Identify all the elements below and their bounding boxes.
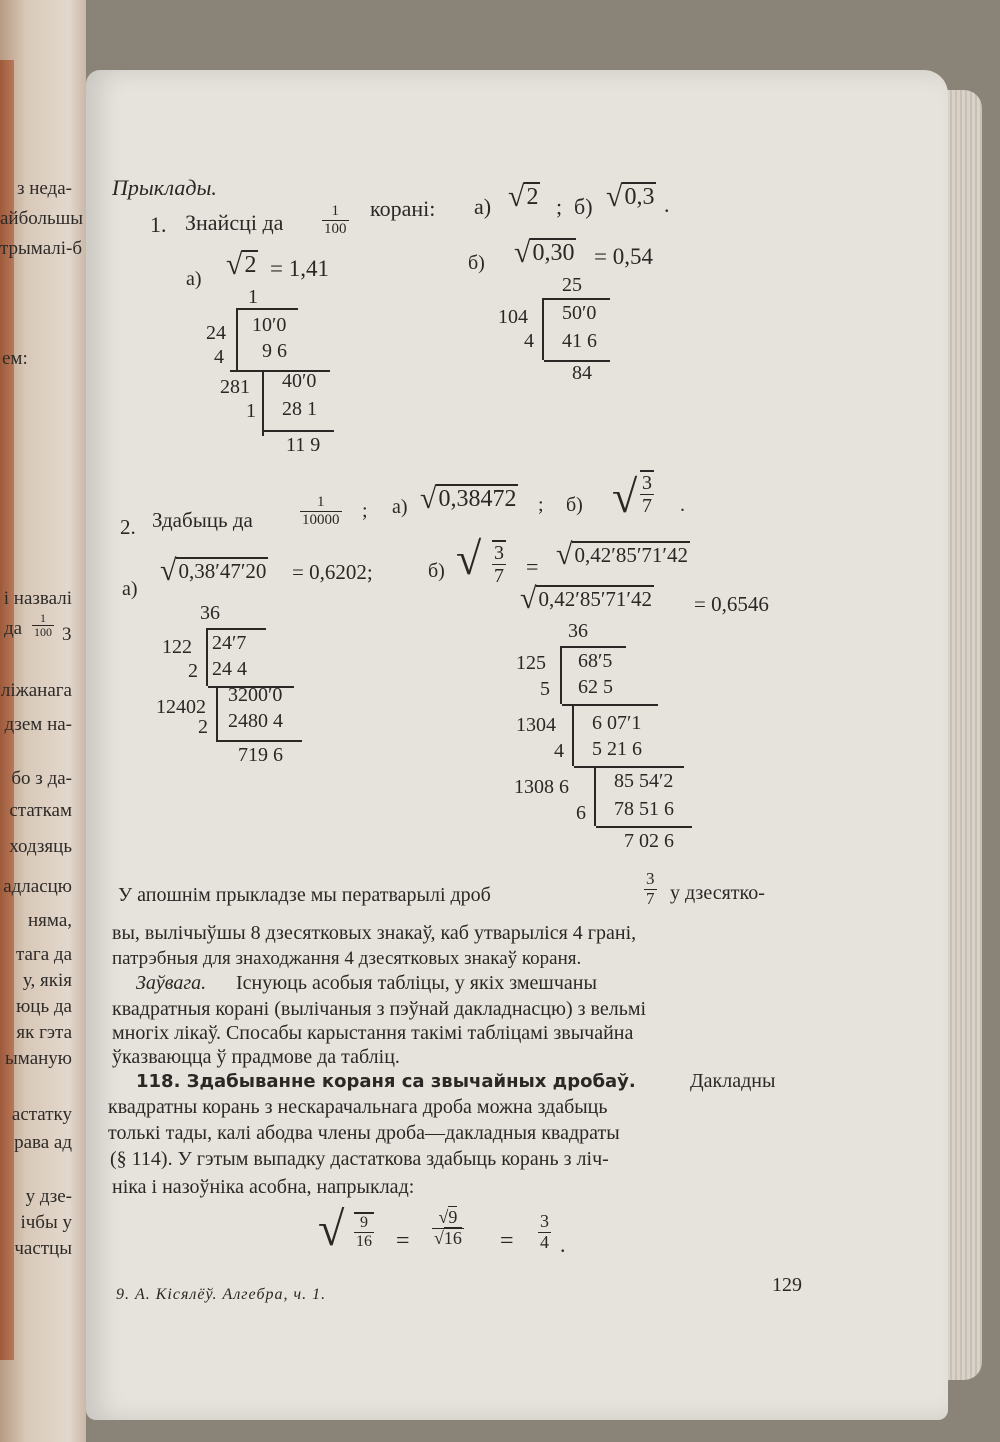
work-1b-remainder: 84 <box>572 362 592 384</box>
work-2b-remainder: 62 5 <box>578 676 613 698</box>
work-1a-remainder: 9 6 <box>262 340 287 362</box>
left-line: ем: <box>2 348 28 369</box>
example-1-fraction: $\frac{1}{100}$ <box>324 203 347 237</box>
work-1b-remainder: 41 6 <box>562 330 597 352</box>
paragraph-line: вы, вылічыўшы 8 дзесятковых знакаў, каб утварыліся 4 грані, <box>112 922 637 944</box>
left-line: няма, <box>28 910 72 931</box>
section-line: ніка і назоўніка асобна, напрыклад: <box>112 1176 415 1198</box>
radical-sign: √ <box>456 533 482 584</box>
division-bar <box>216 688 218 742</box>
work-1a-divisor: 281 <box>220 376 250 398</box>
page-number: 129 <box>772 1274 802 1296</box>
left-line: у дзе- <box>25 1186 72 1207</box>
work-2a-remainder: 3200′0 <box>228 684 283 706</box>
left-line: трымалі-б <box>0 238 83 259</box>
period: . <box>664 192 670 217</box>
left-line: у, якія <box>22 970 72 991</box>
work-1a-label: а) <box>186 268 202 290</box>
section-line: (§ 114). У гэтым выпадку дастаткова здабыць корань з ліч- <box>110 1148 609 1170</box>
work-1b-remainder: 50′0 <box>562 302 597 324</box>
separator: ; <box>362 500 368 522</box>
work-2a-top: 36 <box>200 602 220 624</box>
examples-heading: Прыклады. <box>112 175 217 200</box>
work-2a-divisor: 2 <box>198 716 208 738</box>
work-2b-divisor: 1304 <box>516 714 556 736</box>
left-line: з неда- <box>16 178 72 199</box>
left-page-fragment <box>0 0 86 1442</box>
left-line: да <box>4 618 23 639</box>
paragraph-line: патрэбныя для знаходжання 4 дзесятковых знакаў кораня. <box>112 948 582 969</box>
work-1b-top: 25 <box>562 274 582 296</box>
radical-sign: √ <box>612 471 638 522</box>
work-1a-divisor: 1 <box>246 400 256 422</box>
work-2b-remainder: 6 07′1 <box>592 712 642 734</box>
division-bar <box>218 740 302 742</box>
left-line: статкам <box>9 800 72 821</box>
division-bar <box>264 430 334 432</box>
division-bar <box>562 646 626 648</box>
equals-sign: = <box>396 1228 410 1254</box>
work-2b-remainder: 68′5 <box>578 650 613 672</box>
left-line: частцы <box>14 1238 72 1259</box>
division-bar <box>238 308 298 310</box>
example-1-b-label: б) <box>574 194 593 219</box>
section-title: 118. Здабыванне кораня са звычайных дробаў. <box>136 1071 636 1092</box>
example-1-a-radical: √2 <box>508 180 539 213</box>
division-bar <box>560 646 562 704</box>
work-2b-divisor: 125 <box>516 652 546 674</box>
work-2b-divisor: 5 <box>540 678 550 700</box>
example-2-b-label: б) <box>566 494 583 516</box>
division-bar <box>574 766 684 768</box>
division-bar <box>596 826 692 828</box>
work-2a-radical: √0,38′47′20 <box>160 554 267 587</box>
section-line: Дакладны <box>690 1070 776 1092</box>
work-2b-remainder: 78 51 6 <box>614 798 674 820</box>
division-bar <box>262 372 264 436</box>
work-2a-result: = 0,6202; <box>292 560 373 584</box>
work-2a-divisor: 122 <box>162 636 192 658</box>
work-1a-divisor: 4 <box>214 346 224 368</box>
left-line: ыманую <box>5 1048 72 1069</box>
work-1a-result: = 1,41 <box>270 256 329 281</box>
left-line: адласцю <box>3 876 72 897</box>
left-line: 3 <box>62 624 72 645</box>
work-2b-radical: √0,42′85′71′42 <box>556 538 688 571</box>
left-line: тага да <box>15 944 72 965</box>
left-line: рава ад <box>14 1132 72 1153</box>
example-1-text: Знайсці да <box>185 210 284 235</box>
division-bar <box>544 298 610 300</box>
work-1b-divisor: 104 <box>498 306 528 328</box>
formula-fraction-3: $\frac{3}{4}$ <box>540 1211 549 1252</box>
left-line: астатку <box>11 1104 72 1125</box>
period: . <box>560 1232 566 1257</box>
example-1-text2: корані: <box>370 196 436 221</box>
division-bar <box>594 768 596 826</box>
work-1a-remainder: 28 1 <box>282 398 317 420</box>
work-2b-remainder: 5 21 6 <box>592 738 642 760</box>
paragraph-line: у дзесятко- <box>670 882 765 904</box>
left-fraction: $\frac{1}{100}$ <box>34 611 52 640</box>
work-2a-remainder: 2480 4 <box>228 710 283 732</box>
work-2a-remainder: 24′7 <box>212 632 247 654</box>
page-edges <box>942 90 982 1380</box>
work-2a-remainder: 24 4 <box>212 658 247 680</box>
example-2-a-radical: √0,38472 <box>420 482 517 515</box>
division-bar <box>542 298 544 360</box>
left-line: ліжанага <box>0 680 72 701</box>
left-line: ічбы у <box>20 1212 72 1233</box>
work-1a-remainder: 10′0 <box>252 314 287 336</box>
equals-sign: = <box>500 1228 514 1254</box>
division-bar <box>236 308 238 370</box>
separator: ; <box>538 494 544 516</box>
note-line: квадратныя корані (вылічаныя з пэўнай дакладнасцю) з вельмі <box>112 998 647 1020</box>
left-line: юць да <box>16 996 72 1017</box>
work-2b-radical: √0,42′85′71′42 <box>520 582 652 615</box>
work-2b-fraction: $\frac{3}{7}$ <box>494 542 504 587</box>
note-label: Заўвага. <box>136 972 207 994</box>
example-1-b-radical: √0,3 <box>606 180 655 213</box>
example-2-text: Здабыць да <box>152 508 253 532</box>
example-2-fraction: $\frac{1}{10000}$ <box>302 494 340 528</box>
note-line: ўказваюцца ў прадмове да табліц. <box>112 1046 400 1068</box>
work-2a-divisor: 2 <box>188 660 198 682</box>
work-1b-divisor: 4 <box>524 330 534 352</box>
work-1a-radical: √2 <box>226 248 257 281</box>
work-2a-divisor: 12402 <box>156 696 206 718</box>
work-2a-label: а) <box>122 578 138 600</box>
formula-fraction-2: $\frac{√9}{√16}$ <box>434 1207 462 1248</box>
example-2-number: 2. <box>120 515 136 539</box>
period: . <box>680 494 685 516</box>
work-1b-radical: √0,30 <box>514 236 575 269</box>
paragraph-line: У апошнім прыкладзе мы ператварылі дроб <box>118 884 491 906</box>
work-2a-remainder: 719 6 <box>238 744 283 766</box>
division-bar <box>572 706 574 766</box>
left-line: як гэта <box>16 1022 72 1043</box>
note-line: Існуюць асобыя табліцы, у якіх змешчаны <box>236 972 597 994</box>
radical-sign: √ <box>318 1203 345 1256</box>
work-1b-label: б) <box>468 252 485 274</box>
division-bar <box>562 704 658 706</box>
footer-signature: 9. А. Кісялёў. Алгебра, ч. 1. <box>116 1286 327 1303</box>
division-bar <box>206 628 208 686</box>
work-2b-remainder: 85 54′2 <box>614 770 674 792</box>
work-1a-top: 1 <box>248 286 258 308</box>
separator: ; <box>556 194 563 219</box>
equals-sign: = <box>526 554 539 579</box>
left-line: ходзяць <box>9 836 72 857</box>
work-2b-top: 36 <box>568 620 588 642</box>
work-1b-result: = 0,54 <box>594 244 653 269</box>
section-line: толькі тады, калі абодва члены дроба—дакладныя квадраты <box>108 1122 620 1144</box>
work-1a-remainder: 11 9 <box>286 434 321 456</box>
work-2b-divisor: 4 <box>554 740 564 762</box>
work-2b-result: = 0,6546 <box>694 592 769 616</box>
work-2b-label: б) <box>428 560 445 582</box>
division-bar <box>208 628 266 630</box>
book-page <box>86 70 948 1420</box>
work-2b-divisor: 6 <box>576 802 586 824</box>
example-2-b-fraction: $\frac{3}{7}$ <box>642 472 652 517</box>
left-line: і назвалі <box>3 588 72 609</box>
left-line: айбольшы <box>0 208 84 229</box>
work-2b-remainder: 7 02 6 <box>624 830 674 852</box>
work-1a-remainder: 40′0 <box>282 370 317 392</box>
example-1-number: 1. <box>150 212 167 237</box>
work-1a-divisor: 24 <box>206 322 226 344</box>
section-line: квадратны корань з нескарачальнага дроба можна здабыць <box>108 1096 608 1118</box>
left-line: бо з да- <box>11 768 72 789</box>
example-1-a-label: а) <box>474 194 492 219</box>
formula-fraction-1: $\frac{9}{16}$ <box>356 1214 372 1250</box>
work-2b-divisor: 1308 6 <box>514 776 569 798</box>
example-2-a-label: а) <box>392 496 408 518</box>
note-line: многіх лікаў. Спосабы карыстання такімі табліцамі звычайна <box>112 1022 634 1044</box>
paragraph-fraction: $\frac{3}{7}$ <box>646 869 655 908</box>
left-line: дзем на- <box>4 714 72 735</box>
